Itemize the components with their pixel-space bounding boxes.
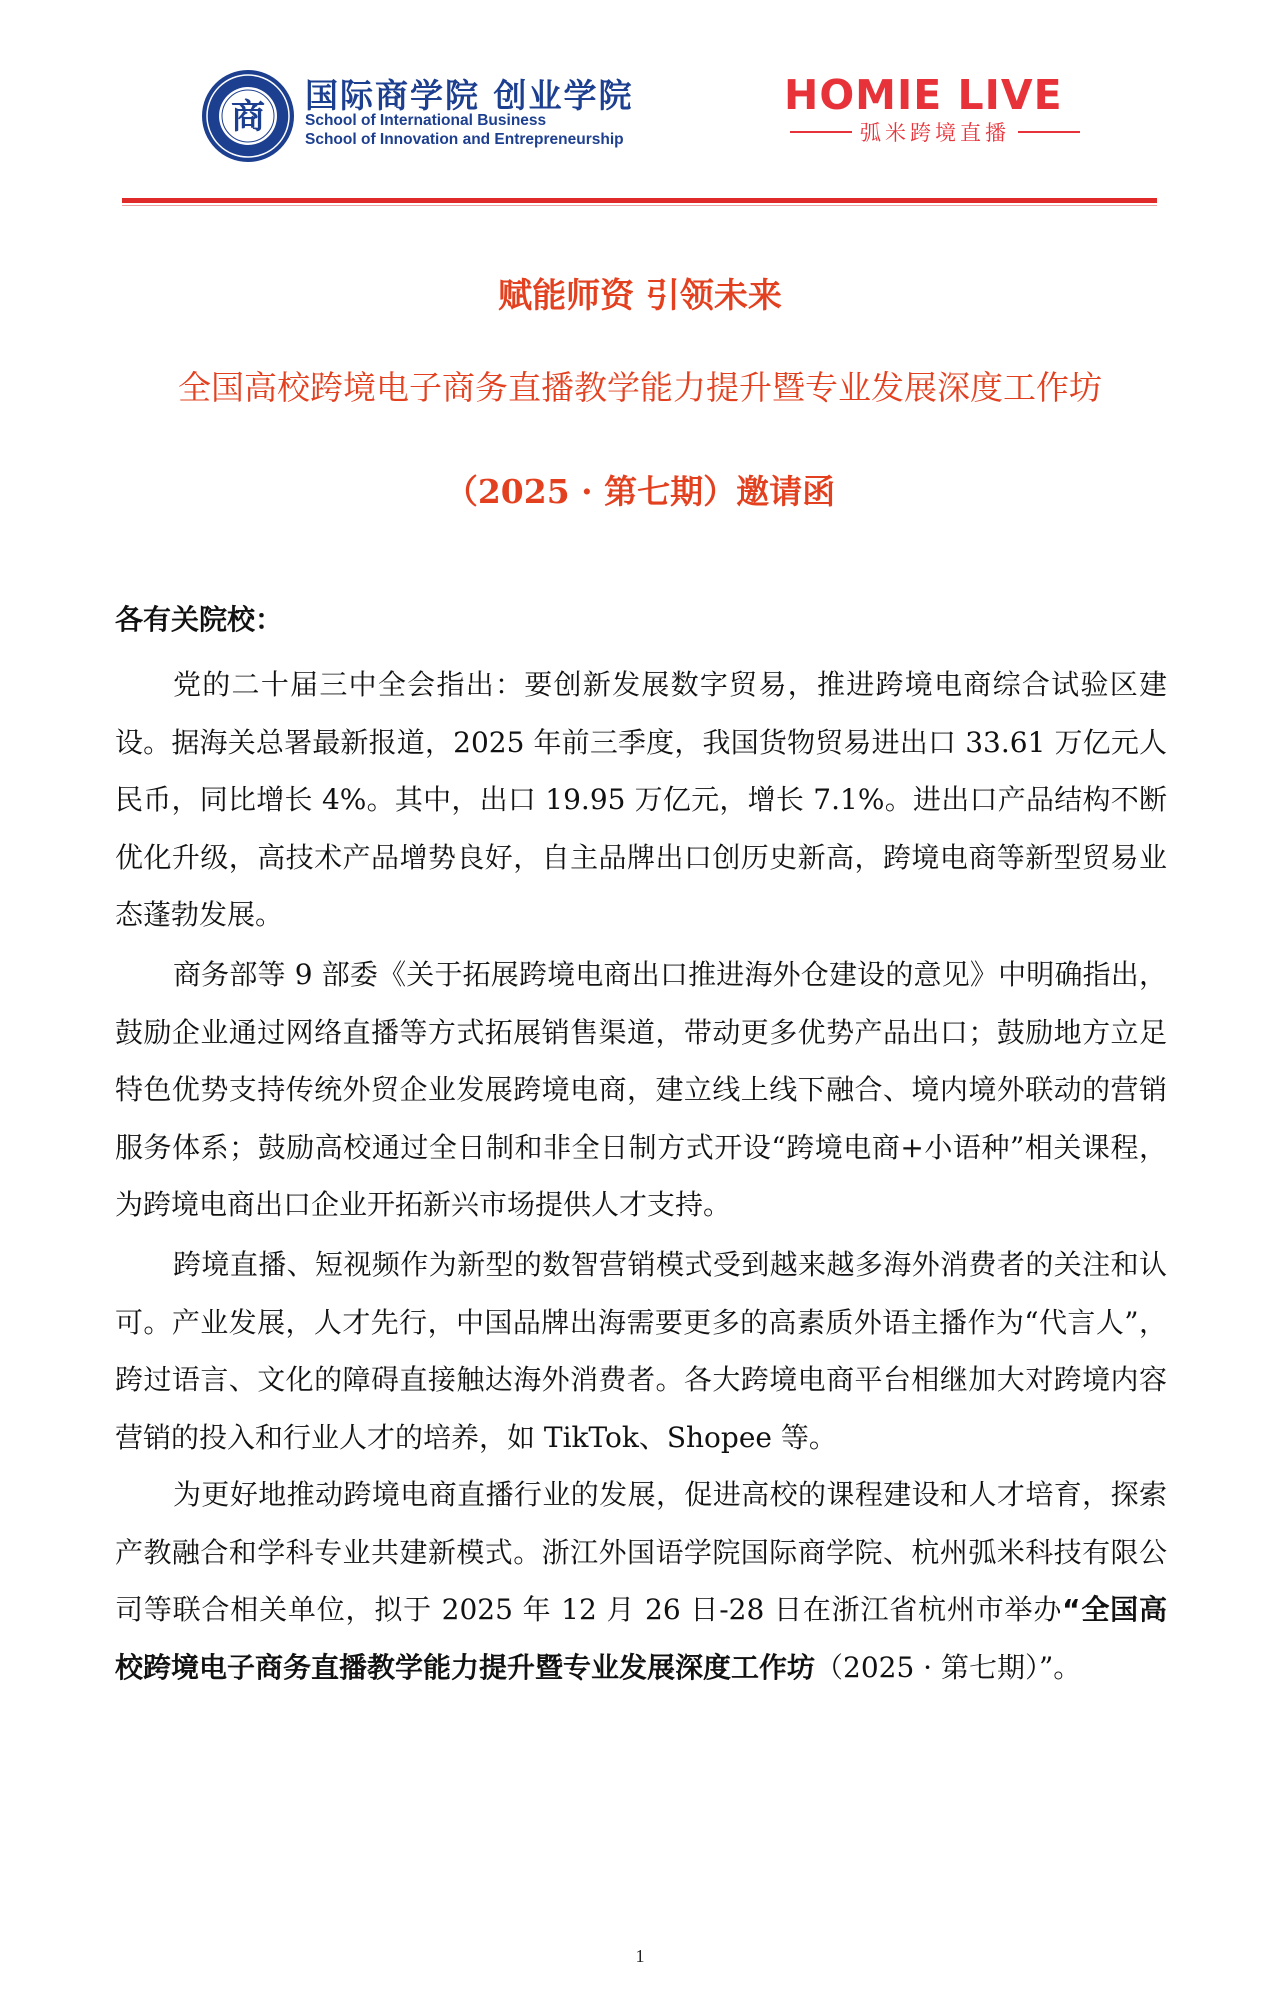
school-name-en-2: School of Innovation and Entrepreneurship [305, 131, 624, 148]
main-title: 全国高校跨境电子商务直播教学能力提升暨专业发展深度工作坊 [178, 368, 1102, 407]
page-number: 1 [635, 1946, 645, 1966]
school-name-cn: 国际商学院 创业学院 [305, 76, 634, 115]
paragraph-3: 跨境直播、短视频作为新型的数智营销模式受到越来越多海外消费者的关注和认可。产业发展，人才先行，中国品牌出海需要更多的高素质外语主播作为“代言人”，跨过语言、文化的障碍直接触达海外消费者。各大跨境电商平台相继加大对跨境内容营销的投入和行业人才的培养，如 TikTok、Shopee 等。 [115, 1248, 1167, 1454]
subtitle-left-rule [790, 131, 852, 133]
paragraph-4-intro: 为更好地推动跨境电商直播行业的发展，促进高校的课程建设和人才培育，探索产教融合和学科专业共建新模式。浙江外国语学院国际商学院、杭州弧米科技有限公司等联合相关单位，拟于 2025 年 12 月 26 日-28 日在浙江省杭州市举办 [115, 1478, 1167, 1626]
paragraph-2: 商务部等 9 部委《关于拓展跨境电商出口推进海外仓建设的意见》中明确指出，鼓励企业通过网络直播等方式拓展销售渠道，带动更多优势产品出口；鼓励地方立足特色优势支持传统外贸企业发展跨境电商，建立线上线下融合、境内境外联动的营销服务体系；鼓励高校通过全日制和非全日制方式开设“跨境电商+小语种”相关课程，为跨境电商出口企业开拓新兴市场提供人才支持。 [115, 958, 1167, 1221]
paragraph-4 [115, 1466, 1167, 1696]
subtitle-right-rule [1018, 131, 1080, 133]
workshop-edition: （2025 · 第七期）”。 [815, 1650, 1082, 1684]
school-name-en-1: School of International Business [305, 112, 547, 129]
header-divider [122, 198, 1157, 203]
homie-live-logo: HOMIE LIVE [784, 71, 1063, 119]
homie-live-subtitle [790, 118, 1080, 146]
greeting: 各有关院校： [115, 603, 284, 636]
sub-title: （2025 · 第七期）邀请函 [444, 472, 836, 511]
letterhead [0, 0, 1280, 210]
seal-character: 商 [231, 97, 265, 137]
paragraph-1: 党的二十届三中全会指出：要创新发展数字贸易，推进跨境电商综合试验区建设。据海关总署最新报道，2025 年前三季度，我国货物贸易进出口 33.61 万亿元人民币，同比增长 4%。其中，出口 19.95 万亿元，增长 7.1%。进出口产品结构不断优化升级，高技术产品增势良好，自主品牌出口创历史新高，跨境电商等新型贸易业态蓬勃发展。 [115, 668, 1167, 931]
workshop-name-bold: “全国高校跨境电子商务直播教学能力提升暨专业发展深度工作坊 [115, 1593, 1168, 1684]
homie-live-subtitle-text: 弧米跨境直播 [860, 121, 1010, 145]
slogan-title: 赋能师资 引领未来 [498, 276, 782, 316]
school-seal-logo [200, 68, 296, 164]
